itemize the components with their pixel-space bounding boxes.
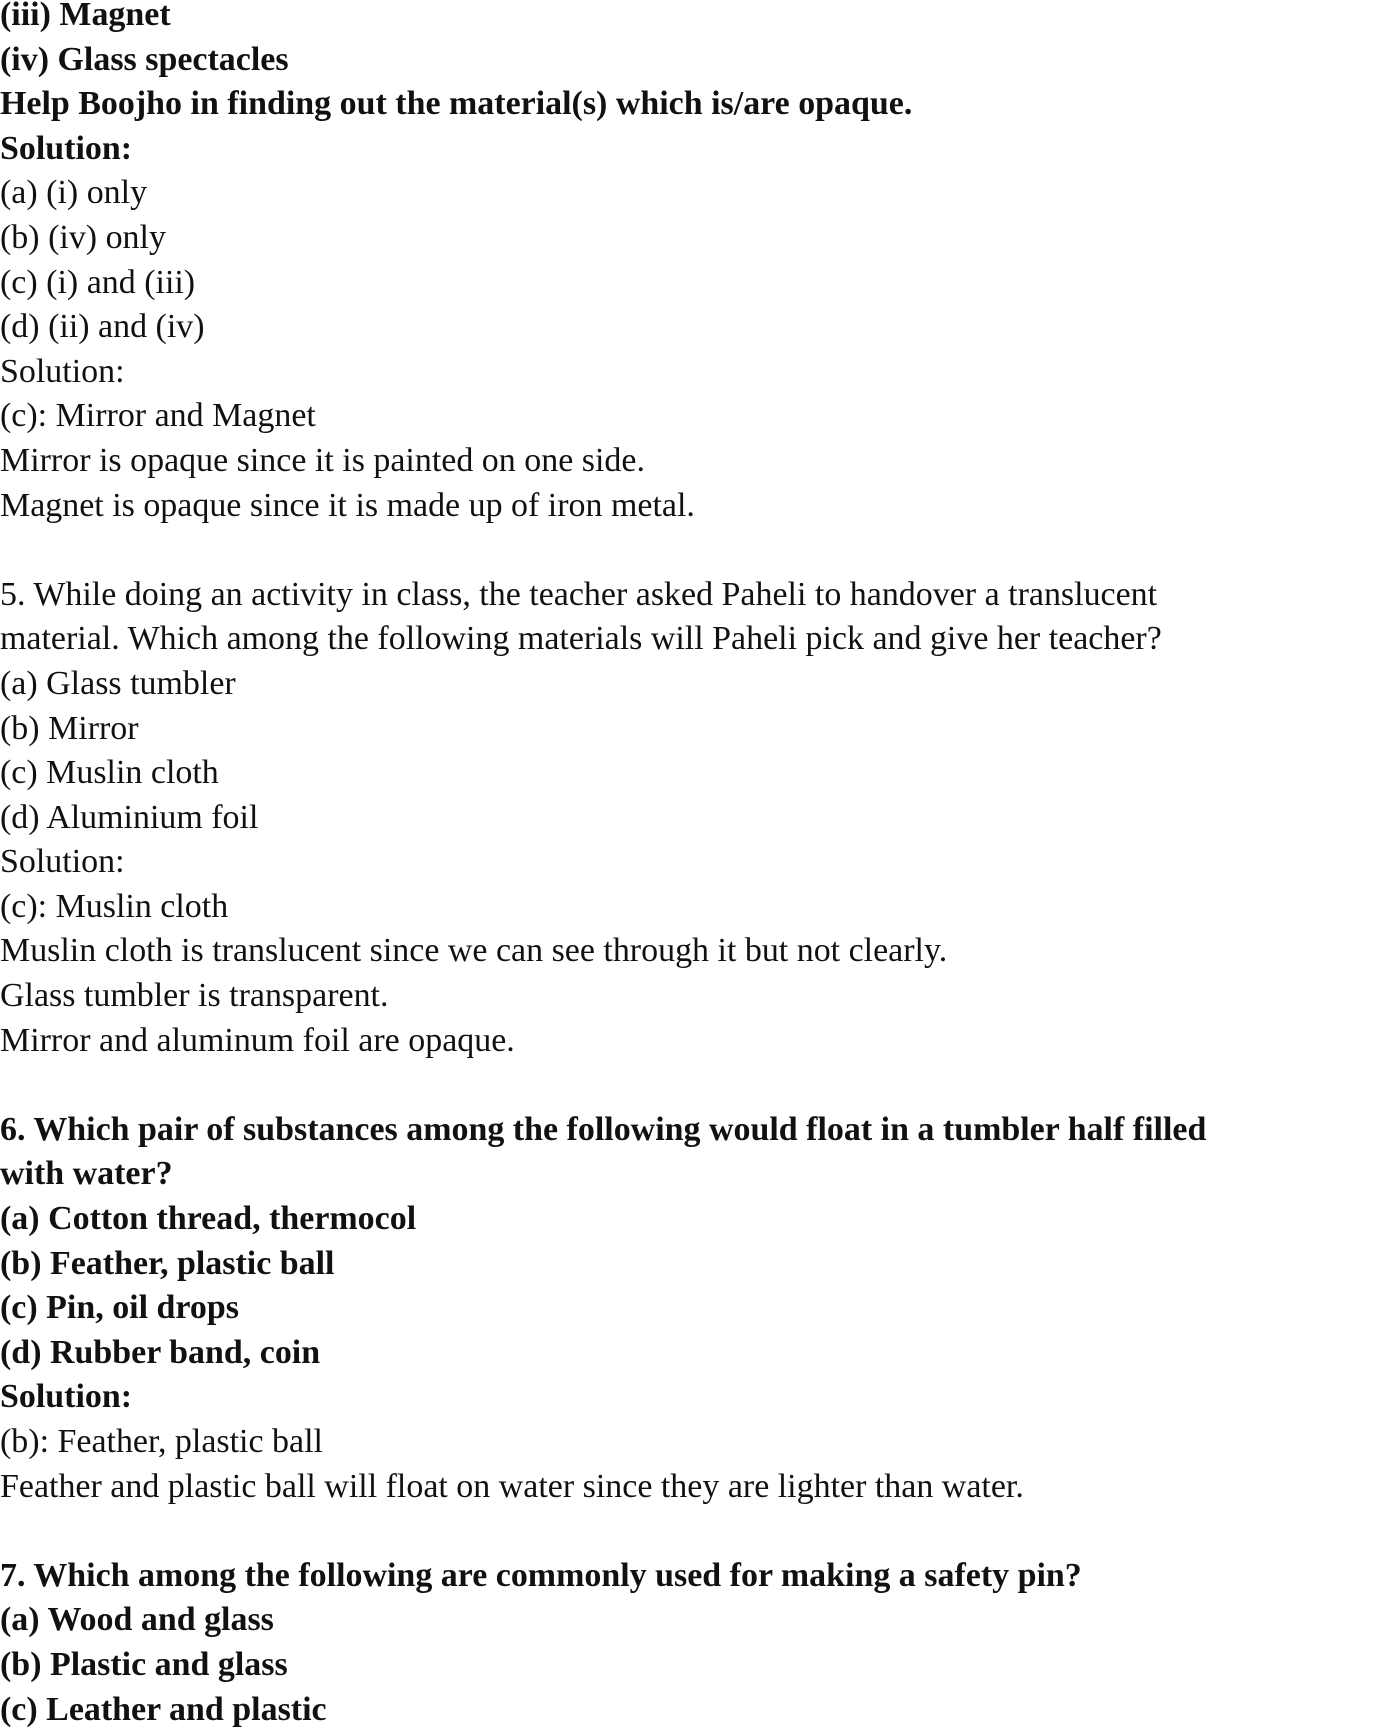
text-line: (iv) Glass spectacles xyxy=(0,40,289,78)
text-line: (c) (i) and (iii) xyxy=(0,263,196,301)
text-line: (a) Cotton thread, thermocol xyxy=(0,1200,417,1238)
text-line: 7. Which among the following are commonly used for making a safety pin? xyxy=(0,1556,1082,1594)
text-line: (d) Aluminium foil xyxy=(0,798,259,836)
text-line: (c) Muslin cloth xyxy=(0,754,219,792)
text-line: (b) Plastic and glass xyxy=(0,1645,288,1683)
text-line: 5. While doing an activity in class, the teacher asked Paheli to handover a translucent xyxy=(0,575,1158,613)
blank-line xyxy=(0,1063,1378,1108)
text-line: (b): Feather, plastic ball xyxy=(0,1423,323,1460)
text-line: with water? xyxy=(0,1155,173,1193)
text-line: 6. Which pair of substances among the following would float in a tumbler half filled xyxy=(0,1110,1207,1148)
text-line: Mirror is opaque since it is painted on one side. xyxy=(0,441,645,479)
text-line: Solution: xyxy=(0,352,125,390)
text-line: Solution: xyxy=(0,1378,133,1416)
text-line: (b) Mirror xyxy=(0,709,139,747)
text-line: (a) Glass tumbler xyxy=(0,664,236,702)
text-line: (c) Leather and plastic xyxy=(0,1690,327,1728)
text-line: (iii) Magnet xyxy=(0,0,171,33)
text-line: Help Boojho in finding out the material(s) which is/are opaque. xyxy=(0,85,913,123)
text-line: Feather and plastic ball will float on water since they are lighter than water. xyxy=(0,1467,1024,1505)
text-line: Muslin cloth is translucent since we can see through it but not clearly. xyxy=(0,932,948,970)
text-line: (b) Feather, plastic ball xyxy=(0,1244,335,1282)
text-line: material. Which among the following materials will Paheli pick and give her teacher? xyxy=(0,620,1162,658)
text-line: Solution: xyxy=(0,843,125,881)
text-line: (d) Rubber band, coin xyxy=(0,1333,321,1371)
text-line: (a) Wood and glass xyxy=(0,1601,274,1639)
text-line: (a) (i) only xyxy=(0,174,148,212)
text-line: (d) (ii) and (iv) xyxy=(0,308,205,346)
text-line: (c): Mirror and Magnet xyxy=(0,397,316,435)
text-line: (c): Muslin cloth xyxy=(0,887,229,925)
text-line: (b) (iv) only xyxy=(0,218,166,256)
blank-line xyxy=(0,528,1378,573)
text-line: Glass tumbler is transparent. xyxy=(0,977,389,1015)
text-line: Mirror and aluminum foil are opaque. xyxy=(0,1021,515,1059)
text-line: (c) Pin, oil drops xyxy=(0,1289,239,1327)
blank-line xyxy=(0,1509,1378,1554)
text-line: Magnet is opaque since it is made up of iron metal. xyxy=(0,486,695,524)
text-line: Solution: xyxy=(0,129,133,167)
